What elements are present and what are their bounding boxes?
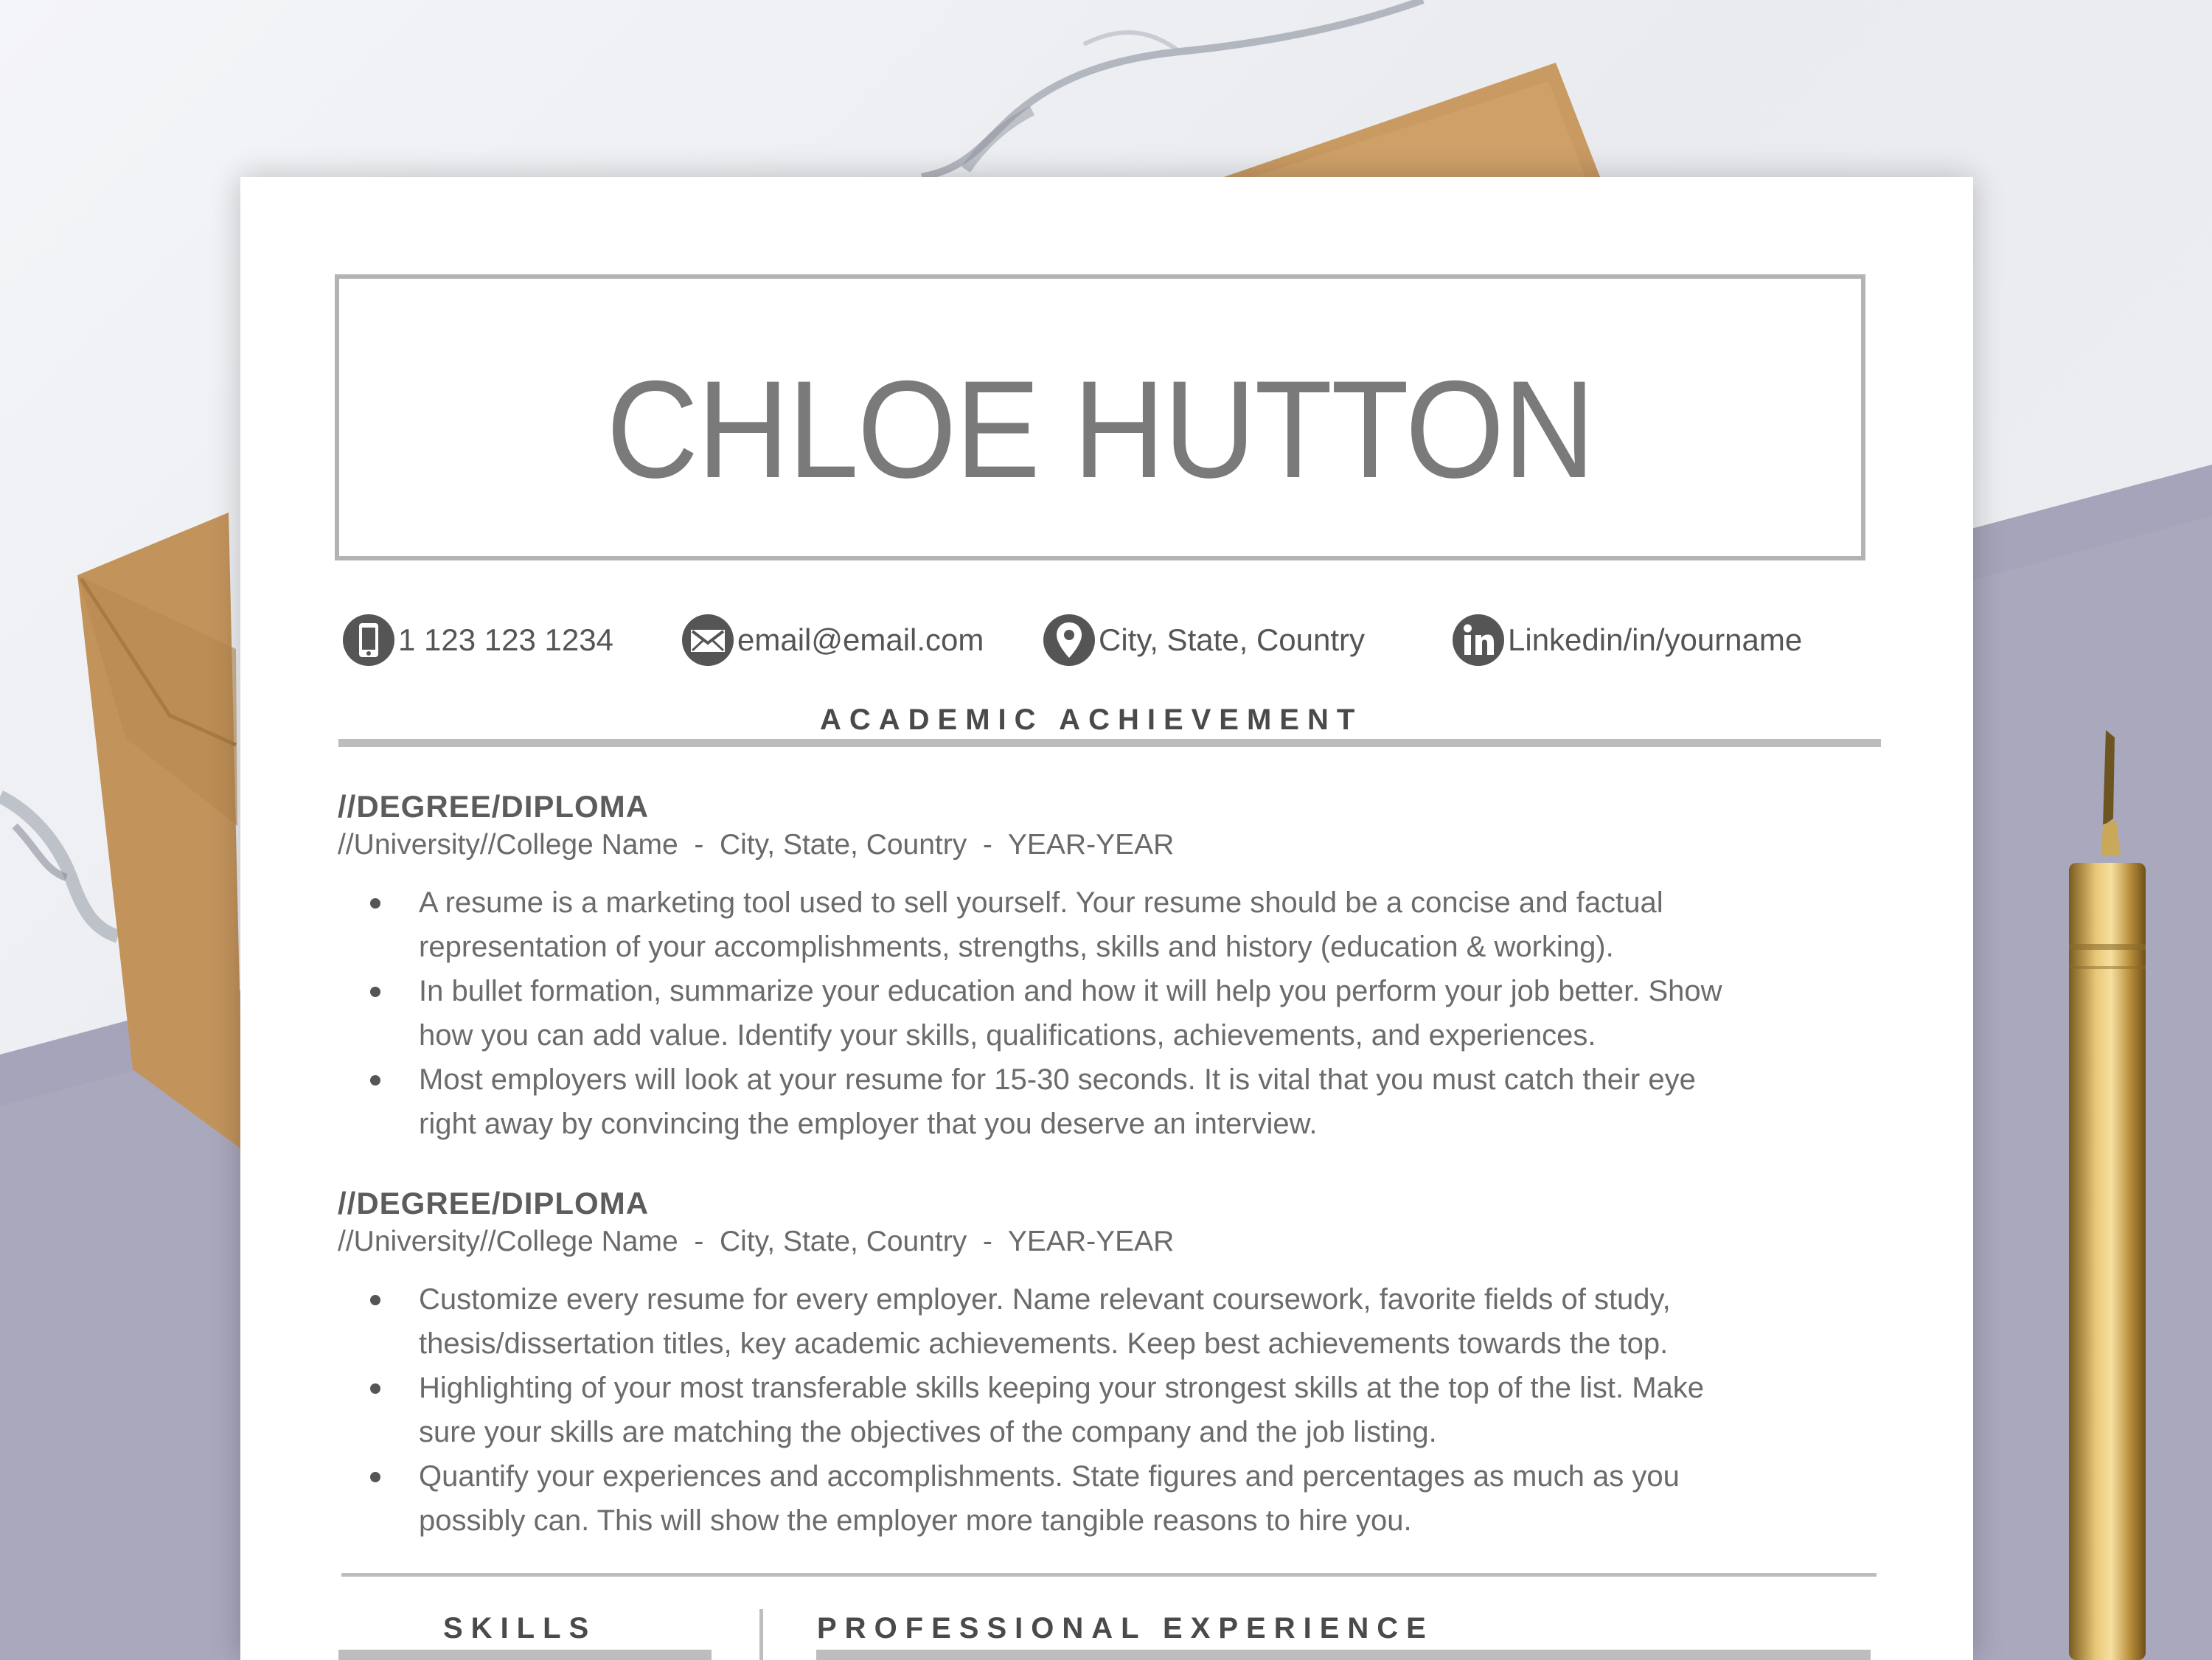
phone-icon: [342, 614, 395, 667]
separator: -: [678, 1226, 720, 1257]
bullet-line: A resume is a marketing tool used to sell yourself. Your resume should be a concise and factual: [419, 886, 1663, 919]
school-location: City, State, Country: [720, 1226, 967, 1257]
list-item: [338, 881, 1886, 969]
school-line: [338, 1226, 1174, 1258]
school-name: //University//College Name: [338, 1226, 678, 1257]
bullet-list: [338, 1277, 1886, 1543]
bullet-line: Quantify your experiences and accomplishments. State figures and percentages as much as you: [419, 1460, 1680, 1493]
contact-location: [1043, 611, 1365, 670]
section-title-skills: SKILLS: [443, 1612, 597, 1645]
skills-underline: [338, 1650, 712, 1660]
separator: -: [967, 829, 1008, 861]
separator: -: [678, 829, 720, 861]
school-line: [338, 829, 1174, 861]
linkedin-text: Linkedin/in/yourname: [1508, 622, 1803, 657]
email-icon: [681, 614, 734, 667]
degree-title: //DEGREE/DIPLOMA: [338, 789, 650, 824]
list-item: [338, 1058, 1886, 1146]
column-divider: [759, 1609, 763, 1660]
contact-linkedin: [1452, 611, 1802, 670]
bullet-list: [338, 881, 1886, 1146]
school-years: YEAR-YEAR: [1007, 1226, 1175, 1257]
email-text: email@email.com: [737, 622, 984, 657]
bullet-line: Customize every resume for every employer. Name relevant coursework, favorite fields of study,: [419, 1283, 1671, 1316]
list-item: [338, 1366, 1886, 1454]
bullet-line: possibly can. This will show the employer more tangible reasons to hire you.: [419, 1504, 1412, 1537]
degree-title: //DEGREE/DIPLOMA: [338, 1186, 650, 1220]
list-item: [338, 969, 1886, 1058]
separator: -: [967, 1226, 1008, 1257]
section-title-academic: ACADEMIC ACHIEVEMENT: [820, 704, 1363, 736]
section-divider: [338, 739, 1881, 747]
school-location: City, State, Country: [720, 829, 967, 861]
linkedin-icon: [1452, 614, 1505, 667]
experience-underline: [816, 1650, 1871, 1660]
bullet-line: thesis/dissertation titles, key academic achievements. Keep best achievements towards the top.: [419, 1327, 1669, 1360]
location-text: City, State, Country: [1099, 622, 1366, 657]
section-title-experience: PROFESSIONAL EXPERIENCE: [817, 1612, 1434, 1645]
candidate-name: CHLOE HUTTON: [606, 352, 1594, 507]
resume-page: [240, 177, 1973, 1660]
name-header-box: [335, 274, 1865, 560]
school-years: YEAR-YEAR: [1007, 829, 1175, 861]
bullet-line: In bullet formation, summarize your education and how it will help you perform your job better. Show: [419, 975, 1722, 1007]
location-pin-icon: [1043, 614, 1096, 667]
bullet-line: Most employers will look at your resume for 15-30 seconds. It is vital that you must catch their eye: [419, 1063, 1696, 1096]
contact-bar: [342, 611, 1891, 670]
phone-text: 1 123 123 1234: [398, 622, 613, 657]
bullet-line: right away by convincing the employer that you deserve an interview.: [419, 1108, 1318, 1140]
list-item: [338, 1277, 1886, 1366]
bullet-line: sure your skills are matching the objectives of the company and the job listing.: [419, 1416, 1437, 1448]
bullet-line: representation of your accomplishments, strengths, skills and history (education & working).: [419, 931, 1614, 963]
contact-phone: [342, 611, 613, 670]
list-item: [338, 1454, 1886, 1543]
section-divider: [341, 1573, 1877, 1577]
contact-email: [681, 611, 984, 670]
school-name: //University//College Name: [338, 829, 678, 861]
bullet-line: how you can add value. Identify your skills, qualifications, achievements, and experiences.: [419, 1019, 1596, 1052]
bullet-line: Highlighting of your most transferable skills keeping your strongest skills at the top of the list. Make: [419, 1372, 1705, 1404]
